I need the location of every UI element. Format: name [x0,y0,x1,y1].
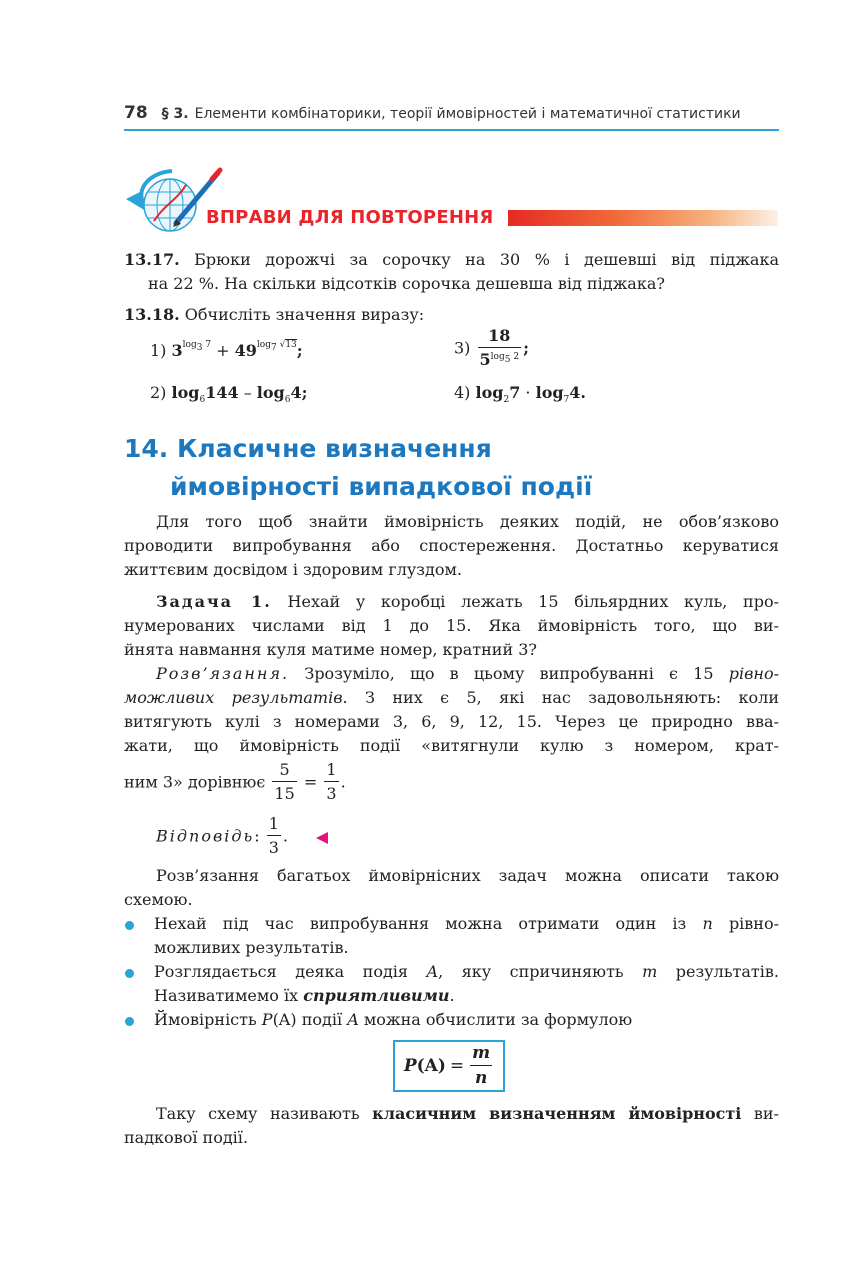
paragraph-line: нумерованих числами від 1 до 15. Яка ймовірність того, що ви- [124,616,779,635]
fraction-numerator: 1 [324,762,338,782]
banner-gradient-bar [508,210,778,226]
answer-label: Відповідь [156,826,255,846]
paragraph-text: Ймовірність [154,1010,257,1029]
math-arg: (A) [272,1010,297,1029]
paragraph-line: Нехай у коробці лежать 15 більярдних куль, про- [287,592,779,611]
math-func: log [171,383,200,402]
running-head-title: Елементи комбінаторики, теорії ймовірностей і математичної статистики [194,106,741,122]
paragraph-line: Розв’язання багатьох ймовірнісних задач можна описати такою [156,866,779,885]
task-label: Задача 1. [156,592,272,611]
item-label: 2) [150,383,167,402]
solution-result-line [124,762,346,802]
exercise-prompt: Обчисліть значення виразу: [184,305,425,324]
math-sub: 7 [563,395,570,406]
page-number: 78 [124,103,148,123]
exercises-banner-title: ВПРАВИ ДЛЯ ПОВТОРЕННЯ [206,207,494,228]
paragraph-line: життєвим досвідом і здоровим глуздом. [124,560,463,579]
fraction-numerator: 5 [272,762,296,782]
item-label: 1) [150,341,167,360]
math-sub: 5 [504,354,511,365]
exercise-number: 13.18. [124,305,180,324]
math-base: 49 [234,341,257,360]
math-punct: : [254,826,260,846]
math-arg: 4 [569,383,581,402]
fraction-denominator: 3 [268,838,279,857]
paragraph-text: Називатимемо їх [154,986,299,1005]
exercise-text: на 22 %. На скільки відсотків сорочка дешевша від піджака? [148,274,665,293]
fraction [272,762,296,802]
end-of-solution-marker-icon [316,832,328,844]
math-var: n [702,914,713,933]
expression-item-4 [454,383,586,405]
math-var: P [261,1010,273,1029]
math-sub: 3 [196,342,203,353]
fraction-numerator: 1 [267,816,281,836]
paragraph-line: йнята навмання куля матиме номер, кратний 3? [124,640,537,659]
math-arg: 13 [285,339,297,350]
section-mark: § 3. [161,106,189,122]
paragraph-text: Таку схему називають [156,1104,360,1123]
math-var: A [347,1010,359,1029]
math-arg: (A) [416,1056,446,1076]
closing-paragraph [124,1102,779,1150]
math-func: log [256,383,285,402]
fraction-denominator: 15 [274,784,295,803]
paragraph-text: можна обчислити за формулою [363,1010,633,1029]
paragraph-text: . З них є 5, які нас задовольняють: коли [342,688,780,707]
math-arg: 144 [205,383,239,402]
expression-item-1: 1) $3^{log_3 7} + 49^{log_7 √13}$; [150,339,303,360]
math-arg: 2 [513,351,520,362]
bullet-item-2 [154,960,779,1008]
paragraph-text: події [301,1010,343,1029]
emphasis-text: сприятливими [303,986,450,1005]
fraction-numerator: 18 [478,328,522,348]
scheme-paragraph [124,864,779,912]
paragraph-text: Зрозуміло, що в цьому випробуванні є 15 [304,664,714,683]
math-arg: 7 [205,339,212,350]
math-sub: 7 [270,342,277,353]
fraction-numerator: m [470,1045,492,1066]
exercise-13-18 [124,303,779,327]
solution [124,662,779,758]
math-sub: 6 [199,395,206,406]
math-base: 3 [171,341,183,360]
math-op: – [243,383,252,402]
fraction [470,1045,492,1087]
paragraph-line: витягують кулі з номерами 3, 6, 9, 12, 15. Через це природно вва- [124,712,779,731]
answer-line [156,816,288,856]
math-op: = [303,772,318,792]
section-title [124,430,592,506]
fraction [324,762,338,802]
math-var: P [403,1056,417,1076]
math-punct: . [449,986,455,1005]
intro-paragraph [124,510,779,582]
section-title-line-2: ймовірності випадкової події [170,472,593,501]
exercise-text: Брюки дорожчі за сорочку на 30 % і дешевші від піджака [194,250,779,269]
paragraph-line: схемою. [124,890,193,909]
paragraph-line: жати, що ймовірність події «витягнули кулю з номером, крат- [124,736,779,755]
fraction-denominator: 3 [326,784,337,803]
math-punct: . [580,383,586,402]
math-punct: ; [296,341,303,360]
emphasis-text: можливих результатів [124,688,343,707]
exercise-13-17 [124,248,779,296]
math-arg: 4 [290,383,302,402]
expression-item-2 [150,383,308,405]
math-arg: 7 [509,383,521,402]
math-func: log [475,383,504,402]
math-op: + [216,341,230,360]
math-op: · [525,383,531,402]
paragraph-text: рівно- [728,914,780,933]
header-rule [124,129,779,131]
paragraph-line: можливих результатів. [154,938,349,957]
solution-label: Розв’язання. [156,664,290,683]
paragraph-line: проводити випробування або спостереження. Достатньо керуватися [124,536,779,555]
math-punct: ; [523,338,529,358]
paragraph-text: результатів. [675,962,779,981]
math-sub: 2 [503,395,510,406]
paragraph-text: Розглядається деяка подія [154,962,409,981]
bullet-icon [125,921,134,930]
math-punct: . [340,772,346,792]
math-var: A [426,962,439,981]
paragraph-text: ви- [753,1104,779,1123]
paragraph-text: Нехай під час випробування можна отримати один із [154,914,687,933]
bullet-item-1 [154,912,779,960]
paragraph-line: падкової події. [124,1128,248,1147]
bullet-item-3 [154,1008,779,1032]
running-head [124,103,779,129]
math-var: m [642,962,658,981]
math-sub: 6 [284,395,291,406]
bullet-icon [125,969,134,978]
fraction [267,816,281,856]
paragraph-text: ним 3» дорівнює [124,772,266,792]
probability-formula-box [393,1040,505,1092]
math-func: log [535,383,564,402]
math-punct: . [282,826,288,846]
math-op: = [449,1056,465,1076]
fraction-denominator: n [474,1068,488,1088]
emphasis-text: рівно- [728,664,779,683]
math-punct: ; [301,383,308,402]
bullet-icon [125,1017,134,1026]
section-title-line-1: 14. Класичне визначення [124,434,492,463]
paragraph-text: , яку спричиняють [438,962,624,981]
emphasis-text: класичним визначенням ймовірності [372,1104,742,1123]
fraction: $\frac{18}{5^{log_5 2}}$ [479,326,520,369]
exercise-number: 13.17. [124,250,180,269]
fraction-denominator: 5 [479,350,491,369]
task-1 [124,590,779,662]
expression-item-3 [454,328,529,368]
item-label: 4) [454,383,471,402]
item-label: 3) [454,338,471,358]
paragraph-line: Для того щоб знайти ймовірність деяких подій, не обов’язково [156,512,779,531]
